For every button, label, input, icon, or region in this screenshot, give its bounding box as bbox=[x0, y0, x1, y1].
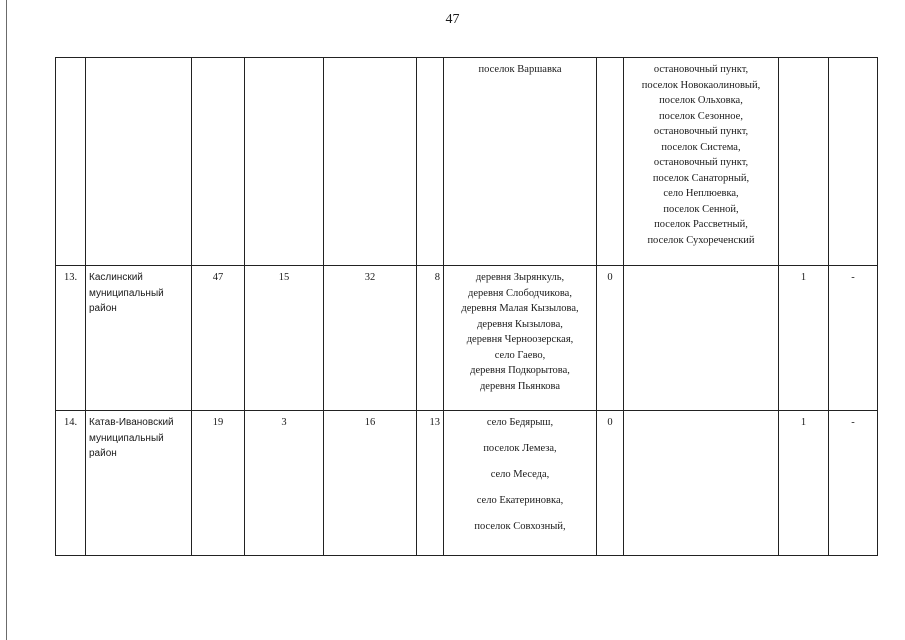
count-cell: 1 bbox=[779, 266, 829, 411]
district-name-cell bbox=[86, 411, 192, 556]
district-name-line: Каслинский bbox=[89, 272, 143, 283]
district-name-line: муниципальный bbox=[89, 287, 164, 299]
list-item: поселок Лемеза, bbox=[483, 443, 557, 454]
row-number-cell bbox=[56, 58, 86, 266]
list-item: поселок Система, bbox=[661, 141, 741, 153]
list-item: село Неплюевка, bbox=[663, 188, 739, 199]
count-cell: 0 bbox=[597, 266, 624, 411]
district-name-line: район bbox=[89, 448, 117, 459]
scan-edge-line bbox=[6, 0, 7, 640]
list-item: село Екатериновка, bbox=[476, 495, 564, 506]
count-cell: - bbox=[829, 411, 878, 556]
page-number: 47 bbox=[445, 12, 460, 27]
count-cell: 32 bbox=[324, 266, 417, 411]
total-cell: 19 bbox=[192, 411, 245, 556]
list-item: деревня Черноозерская, bbox=[466, 334, 574, 345]
list-item: поселок Новокаолиновый, bbox=[641, 79, 761, 91]
list-item: остановочный пункт, bbox=[653, 126, 749, 137]
other-settlements-list-cell bbox=[624, 266, 779, 411]
other-settlements-list-cell bbox=[624, 411, 779, 556]
row-number-cell: 13. bbox=[56, 266, 86, 411]
list-item: деревня Малая Кызылова, bbox=[461, 303, 579, 314]
count-cell: 8 bbox=[417, 266, 444, 411]
count-cell: 13 bbox=[417, 411, 444, 556]
total-cell bbox=[192, 58, 245, 266]
settlements-list-cell bbox=[444, 58, 597, 266]
count-cell bbox=[417, 58, 444, 266]
list-item: поселок Сезонное, bbox=[659, 110, 743, 122]
count-cell bbox=[245, 58, 324, 266]
count-cell: - bbox=[829, 266, 878, 411]
list-item: поселок Ольховка, bbox=[659, 95, 743, 106]
district-name-line: муниципальный bbox=[89, 432, 164, 444]
count-cell: 0 bbox=[597, 411, 624, 556]
count-cell bbox=[597, 58, 624, 266]
total-cell: 47 bbox=[192, 266, 245, 411]
list-item: деревня Подкорытова, bbox=[470, 365, 570, 376]
settlements-list-cell bbox=[444, 411, 597, 556]
list-item: деревня Слободчикова, bbox=[468, 287, 572, 299]
list-item: деревня Кызылова, bbox=[477, 318, 563, 330]
settlements-list-cell bbox=[444, 266, 597, 411]
list-item: поселок Варшавка bbox=[478, 64, 562, 75]
list-item: поселок Совхозный, bbox=[474, 521, 566, 532]
list-item: поселок Санаторный, bbox=[652, 172, 750, 184]
count-cell bbox=[829, 58, 878, 266]
list-item: остановочный пункт, bbox=[653, 64, 749, 75]
count-cell: 15 bbox=[245, 266, 324, 411]
count-cell bbox=[779, 58, 829, 266]
table-row bbox=[56, 411, 878, 556]
list-item: деревня Пьянкова bbox=[479, 380, 561, 392]
district-name-line: район bbox=[89, 303, 117, 314]
count-cell bbox=[324, 58, 417, 266]
list-item: село Меседа, bbox=[490, 469, 550, 480]
list-item: поселок Сенной, bbox=[663, 203, 739, 215]
row-number-cell: 14. bbox=[56, 411, 86, 556]
list-item: поселок Рассветный, bbox=[654, 219, 748, 230]
list-item: остановочный пункт, bbox=[653, 157, 749, 168]
other-settlements-list-cell bbox=[624, 58, 779, 266]
district-name-cell bbox=[86, 58, 192, 266]
district-name-cell bbox=[86, 266, 192, 411]
count-cell: 16 bbox=[324, 411, 417, 556]
list-item: село Бедярыш, bbox=[486, 417, 554, 428]
list-item: деревня Зырянкуль, bbox=[475, 272, 565, 283]
list-item: село Гаево, bbox=[494, 349, 546, 361]
table-row bbox=[56, 266, 878, 411]
table-row bbox=[56, 58, 878, 266]
list-item: поселок Сухореченский bbox=[647, 234, 755, 246]
count-cell: 3 bbox=[245, 411, 324, 556]
count-cell: 1 bbox=[779, 411, 829, 556]
settlements-table bbox=[55, 57, 878, 556]
district-name-line: Катав-Ивановский bbox=[89, 417, 174, 428]
